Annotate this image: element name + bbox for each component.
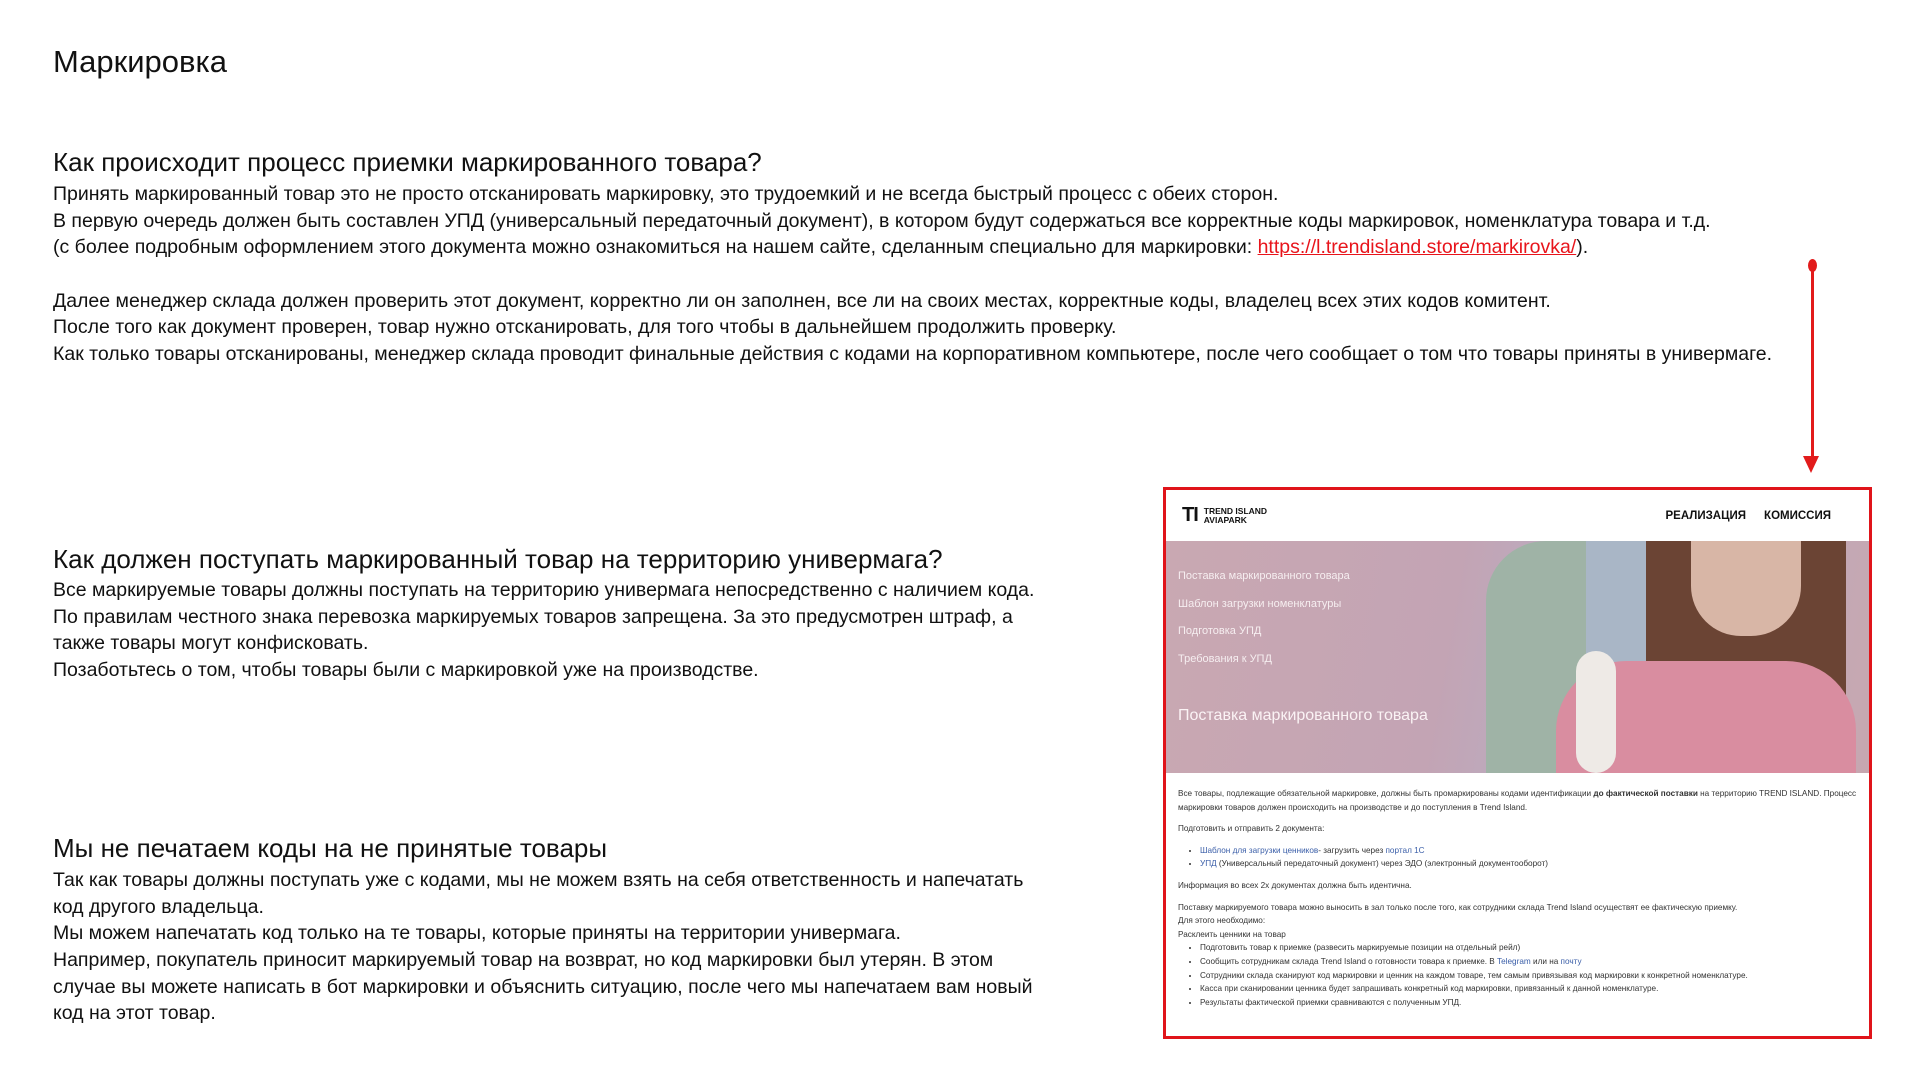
paragraph-line: В первую очередь должен быть составлен УПД (универсальный передаточный документ), в котором будут содержаться все корректные коды маркировок, номенклатура товара и т.д. xyxy=(53,209,1711,232)
site-content xyxy=(1166,773,1869,1023)
paragraph-line: случае вы можете написать в бот маркировки и объяснить ситуацию, после чего мы напечатаем вам новый xyxy=(53,975,1033,998)
intro-part: на территорию TREND ISLAND. Процесс маркировки товаров должен происходить на производстве и до поступления в Trend Island. xyxy=(1178,789,1857,812)
intro-part: Все товары, подлежащие обязательной маркировке, должны быть промаркированы кодами идентификации xyxy=(1178,789,1594,798)
logo-line: TREND ISLAND xyxy=(1203,505,1268,516)
section-body-no-print xyxy=(53,867,1033,1027)
paragraph-line: Как только товары отсканированы, менеджер склада проводит финальные действия с кодами на корпоративном компьютере, после чего сообщает о том что товары приняты в универмаге. xyxy=(53,343,1773,366)
paragraph-line: Принять маркированный товар это не просто отсканировать маркировку, это трудоемкий и не всегда быстрый процесс с обеих сторон. xyxy=(53,183,1279,205)
need-text: Для этого необходимо: xyxy=(1178,916,1266,926)
paragraph-line: код на этот товар. xyxy=(53,1002,216,1025)
paragraph-line: код другого владельца. xyxy=(53,895,264,918)
paragraph-line: Позаботьтесь о том, чтобы товары были с маркировкой уже на производстве. xyxy=(53,659,759,682)
hero-title: Поставка маркированного товара xyxy=(1178,707,1428,724)
line-suffix: ). xyxy=(1576,236,1589,259)
section-heading-acceptance: Как происходит процесс приемки маркированного товара? xyxy=(53,147,762,177)
stick-text: Расклеить ценники на товар xyxy=(1178,929,1286,939)
arrow-line xyxy=(1811,262,1814,462)
nav-item-realization: РЕАЛИЗАЦИЯ xyxy=(1665,509,1747,522)
paragraph-line: После того как документ проверен, товар нужно отсканировать, для того чтобы в дальнейшем продолжить проверку. xyxy=(53,316,1117,339)
paragraph-line: Мы можем напечатать код только на те товары, которые приняты на территории универмага. xyxy=(53,922,901,945)
hero-photo-bag xyxy=(1576,651,1616,773)
documents-list xyxy=(1178,844,1857,871)
item-text: (Универсальный передаточный документ) через ЭДО (электронный документооборот) xyxy=(1216,859,1549,869)
paragraph-line: Так как товары должны поступать уже с кодами, мы не можем взять на себя ответственность и напечатать xyxy=(53,869,1024,891)
delivery-text: Поставку маркируемого товара можно выносить в зал только после того, как сотрудники склада Trend Island осуществят ее фактическую приемку. xyxy=(1178,902,1738,912)
markirovka-link[interactable]: https://l.trendisland.store/markirovka/ xyxy=(1257,236,1577,259)
site-logo xyxy=(1182,504,1267,527)
page-title: Маркировка xyxy=(53,44,227,79)
intro-text xyxy=(1178,787,1857,814)
paragraph-line: Все маркируемые товары должны поступать на территорию универмага непосредственно с наличием кода. xyxy=(53,579,1035,601)
paragraph-line xyxy=(53,234,1772,261)
paragraph-line: Далее менеджер склада должен проверить этот документ, корректно ли он заполнен, все ли на своих местах, корректные коды, владелец всех этих кодов комитент. xyxy=(53,289,1551,312)
item-text: или на xyxy=(1530,956,1561,966)
paragraph-line: Например, покупатель приносит маркируемый товар на возврат, но код маркировки был утерян. В этом xyxy=(53,949,994,972)
arrow-head-icon xyxy=(1803,456,1819,473)
template-link: Шаблон для загрузки ценников xyxy=(1200,845,1319,855)
upd-link: УПД xyxy=(1200,859,1217,869)
hero-photo-face xyxy=(1691,541,1801,636)
hero-menu-item: Подготовка УПД xyxy=(1178,625,1262,637)
paragraph-line: также товары могут конфисковать. xyxy=(53,632,369,655)
site-header xyxy=(1166,490,1869,541)
logo-line: AVIAPARK xyxy=(1203,514,1247,525)
hero-menu xyxy=(1178,563,1350,673)
intro-bold: до фактической поставки xyxy=(1593,789,1698,798)
list-item xyxy=(1200,955,1857,969)
section-heading-no-print: Мы не печатаем коды на не принятые товары xyxy=(53,833,608,863)
list-item: • Сотрудники склада сканируют код маркировки и ценник на каждом товаре, тем самым привязывая код маркировки к конкретной номенклатуре. xyxy=(1200,969,1857,983)
steps-list xyxy=(1178,941,1857,1009)
logo-mark: TI xyxy=(1182,504,1198,526)
paragraph-line: По правилам честного знака перевозка маркируемых товаров запрещена. За это предусмотрен штраф, а xyxy=(53,605,1013,628)
list-item xyxy=(1200,844,1857,858)
website-screenshot xyxy=(1163,487,1872,1039)
portal-link: портал 1С xyxy=(1385,845,1425,855)
identical-text: Информация во всех 2х документах должна быть идентична. xyxy=(1178,880,1412,890)
hero-banner xyxy=(1166,541,1869,773)
hero-menu-item: Шаблон загрузки номенклатуры xyxy=(1178,597,1342,610)
hero-menu-item: Поставка маркированного товара xyxy=(1178,570,1350,582)
mail-link: почту xyxy=(1560,956,1582,966)
item-text: - загрузить через xyxy=(1318,845,1386,855)
telegram-link: Telegram xyxy=(1497,956,1531,966)
section-body-delivery xyxy=(53,577,1034,684)
section-body-acceptance xyxy=(53,181,1772,368)
hero-menu-item: Требования к УПД xyxy=(1178,652,1272,665)
item-text: Сообщить сотрудникам склада Trend Island о готовности товара к приемке. В xyxy=(1200,956,1498,966)
site-nav xyxy=(1665,510,1831,522)
list-item: • Подготовить товар к приемке (развесить маркируемые позиции на отдельный рейл) xyxy=(1200,941,1857,955)
list-item: • Результаты фактической приемки сравниваются с полученным УПД. xyxy=(1200,996,1857,1010)
nav-item-commission: КОМИССИЯ xyxy=(1764,509,1831,522)
section-heading-delivery: Как должен поступать маркированный товар на территорию универмага? xyxy=(53,544,943,574)
list-item xyxy=(1200,857,1857,871)
prepare-text: Подготовить и отправить 2 документа: xyxy=(1178,824,1325,834)
line-text: (с более подробным оформлением этого документа можно ознакомиться на нашем сайте, сделанным специально для маркировки: xyxy=(53,236,1258,259)
list-item: • Касса при сканировании ценника будет запрашивать конкретный код маркировки, привязанный к данной номенклатуре. xyxy=(1200,982,1857,996)
